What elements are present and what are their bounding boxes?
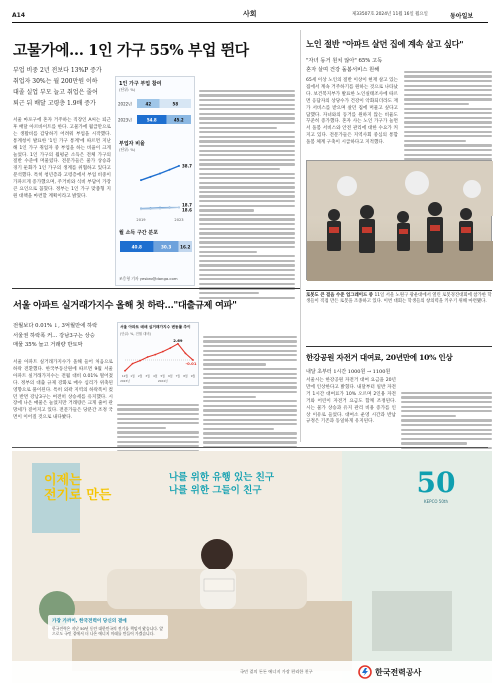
anniversary-caption: KEPCO 50th xyxy=(424,499,448,504)
text-line xyxy=(199,168,280,170)
text-line xyxy=(199,99,295,101)
chart-1-category-label: 2022년 xyxy=(118,101,133,107)
text-line xyxy=(117,431,199,433)
chart-4-x-tick: 2월 xyxy=(137,374,143,378)
text-line xyxy=(401,433,492,435)
text-line xyxy=(199,246,295,248)
text-line xyxy=(401,429,492,431)
text-line xyxy=(199,90,295,92)
chart-4-x-tick: 5월 xyxy=(160,374,166,378)
text-line xyxy=(404,80,492,82)
article-3-body: 서울 아파트 실거래가지수가 올해 들어 처음으로 하락 전환했다. 한국부동산원에 따르면 9월 서울 아파트 실거래가지수는 전월 대비 0.01% 떨어졌다. 정부의 대출 규제 강화로 매수 심리가 위축된 영향으로 풀이된다. 특히 외곽 지역의 하락폭이 컸던 반면 강남3구는 여전히 상승세를 유지했다. 시장에 나온 매물은 늘었지만 거래량은 크게 줄어 관망세가 짙어지고 있다. 전문가들은 당분간 조정 국면이 이어질 것으로 내다봤다. xyxy=(13,360,115,421)
text-line xyxy=(199,154,295,156)
chart-3-value-label: 16.2 xyxy=(180,244,191,250)
chart-4-point xyxy=(154,354,156,356)
ad-slogan xyxy=(44,473,111,503)
subhead: 내달 초부터 1시간 1000원 → 1100원 xyxy=(306,369,391,375)
text-line xyxy=(199,260,295,262)
text-line xyxy=(199,200,295,202)
text-line xyxy=(404,117,492,119)
chart-2-title: 부업자 비율 xyxy=(119,141,145,147)
text-line xyxy=(199,94,295,96)
text-line xyxy=(203,340,297,342)
subhead: 부업 비중 2년 전보다 13%P 증가 xyxy=(13,67,102,74)
issue-info: 제33507호 2024년 11월 16일 월요일 xyxy=(352,12,428,17)
text-line xyxy=(117,413,199,415)
text-line xyxy=(203,386,297,388)
text-line xyxy=(199,292,259,294)
article-3-body-right xyxy=(203,322,297,446)
chart-1-value-label: 54.8 xyxy=(146,117,157,123)
photo-caption-title: 로봇도 큰 걸음 수준 업그레이드 중 xyxy=(306,293,374,298)
text-line xyxy=(199,237,295,239)
text-line xyxy=(117,427,166,429)
article-3-headline: 서울 아파트 실거래가지수 올해 첫 하락…"대출규제 여파" xyxy=(13,300,237,311)
text-line xyxy=(203,409,297,411)
chart-4-svg xyxy=(119,336,199,386)
text-line xyxy=(199,131,295,133)
chart-4-x-group-label: 2024년 xyxy=(157,379,168,383)
subhead: 매물 35% 늘고 거래량 반토막 xyxy=(13,342,83,348)
ad-bottom-bar xyxy=(12,661,492,683)
text-line xyxy=(404,135,492,137)
text-line xyxy=(404,112,492,114)
text-line xyxy=(404,98,492,100)
text-line xyxy=(117,404,199,406)
subhead: 혼자 살며 건강 돌봄서비스 원해 xyxy=(306,67,380,73)
text-line xyxy=(203,363,266,365)
chart-4-point xyxy=(185,353,187,355)
ad-copy-body: 한국전력은 지난 50년 동안 대한민국의 전기를 책임져 왔습니다. 앞으로도 국민 곁에서 더 나은 에너지 미래를 만들어 가겠습니다. xyxy=(52,626,164,637)
article-2-subheads xyxy=(306,57,398,75)
text-line xyxy=(203,391,297,393)
text-line xyxy=(203,400,297,402)
text-line xyxy=(401,396,492,398)
text-line xyxy=(199,205,295,207)
text-line xyxy=(199,140,295,142)
text-line xyxy=(199,163,295,165)
chart-2-end-label: 18.7 xyxy=(182,202,192,208)
chart-4-point xyxy=(169,347,171,349)
text-line xyxy=(203,354,297,356)
text-line xyxy=(117,408,199,410)
text-line xyxy=(203,414,297,416)
text-line xyxy=(203,368,297,370)
text-line xyxy=(199,122,295,124)
chart-4-x-tick: 8월 xyxy=(183,374,188,378)
text-line xyxy=(404,75,492,77)
chart-1-unit: (단위: %) xyxy=(119,87,136,92)
kepco-brand: 한국전력공사 xyxy=(375,667,422,677)
ad-headline xyxy=(169,471,274,497)
text-line xyxy=(199,150,295,152)
article-4-body-right xyxy=(401,378,492,444)
chart-4-x-tick: 6월 xyxy=(168,374,173,378)
text-line xyxy=(401,401,492,403)
article-2-headline: 노인 절반 "아파트 살던 집에 계속 살고 싶다" xyxy=(306,39,464,49)
chart-4-title: 서울 아파트 매매 실거래가지수 변동률 추이 xyxy=(120,325,191,329)
text-line xyxy=(117,422,199,424)
text-line xyxy=(199,218,295,220)
article-4-subheads xyxy=(306,368,492,375)
text-line xyxy=(199,255,295,257)
text-line xyxy=(203,423,297,425)
ad-headline-line-2: 나를 위한 그들이 친구 xyxy=(169,485,262,496)
kepco-ad xyxy=(12,451,492,683)
text-line xyxy=(404,144,492,146)
infographic-box xyxy=(115,76,195,286)
page-number: A14 xyxy=(12,12,25,19)
text-line xyxy=(404,131,492,133)
text-line xyxy=(404,140,466,142)
article-3-subheads xyxy=(13,322,113,351)
chart-4-box xyxy=(117,322,199,386)
text-line xyxy=(199,113,295,115)
text-line xyxy=(203,373,297,375)
paper-logo: 동아일보 xyxy=(450,13,474,20)
text-line xyxy=(199,173,295,175)
robot-photo-illustration xyxy=(307,161,493,281)
chart-4-point xyxy=(147,356,149,358)
text-line xyxy=(199,223,295,225)
article-2-body: 65세 이상 노인의 절반 이상이 현재 살고 있는 집에서 계속 거주하기를 원하는 것으로 나타났다. 보건복지부가 발표한 노인실태조사에 따르면 응답자의 상당수가 건강이 악화되더라도 재가 서비스를 받으며 살던 집에 머물고 싶다고 답했다. 자녀와의 동거를 원하지 않는 비율도 꾸준히 증가했다. 혼자 사는 노인 가구가 늘면서 돌봄 서비스와 안전 관리에 대한 수요가 커지고 있다. 전문가들은 지역사회 중심의 통합 돌봄 체계 구축이 시급하다고 지적했다. xyxy=(306,78,400,146)
text-line xyxy=(401,406,492,408)
chart-4-x-tick: 3월 xyxy=(145,374,150,378)
subhead: 퇴근 뒤 배달 고령층 1.9배 증가 xyxy=(13,100,96,107)
chart-2-point xyxy=(140,208,142,210)
text-line xyxy=(404,85,492,87)
chart-2-point xyxy=(140,179,142,181)
text-line xyxy=(203,382,297,384)
ad-copy-title: 가장 가까이, 한국전력이 당신의 곁에 xyxy=(52,619,127,624)
chart-1-value-label: 58 xyxy=(172,101,179,107)
chart-1-value-label: 45.2 xyxy=(173,117,184,123)
text-line xyxy=(199,104,295,106)
chart-2-end-label: 38.7 xyxy=(182,163,192,169)
chart-3-value-label: 30.3 xyxy=(160,244,172,250)
text-line xyxy=(199,269,295,271)
chart-4-point xyxy=(162,351,164,353)
text-line xyxy=(203,441,297,443)
text-line xyxy=(199,159,295,161)
chart-2-point xyxy=(178,165,180,167)
text-line xyxy=(199,108,295,110)
chart-2-point xyxy=(169,207,171,209)
chart-2-point xyxy=(178,207,180,209)
text-line xyxy=(401,424,492,426)
body-text-lines xyxy=(199,90,295,299)
chart-3-value-label: 40.8 xyxy=(131,244,142,250)
anniversary-emblem xyxy=(404,467,468,519)
text-line xyxy=(404,103,469,105)
text-line xyxy=(199,186,295,188)
ad-slogan-line-2: 전기로 만든 xyxy=(44,488,112,503)
text-line xyxy=(199,145,295,147)
subhead: 서울권 하락폭 커… 강남3구는 상승 xyxy=(13,332,95,339)
text-line xyxy=(199,264,295,266)
chart-4-value-label: -0.01 xyxy=(185,361,197,367)
article-1-headline: 고물가에… 1인 가구 55% 부업 뛴다 xyxy=(13,41,249,59)
chart-1-svg xyxy=(117,93,195,137)
chart-2-point xyxy=(159,173,161,175)
chart-2-unit: (단위: %) xyxy=(119,147,136,152)
text-line xyxy=(117,418,199,420)
chart-4-point xyxy=(139,360,141,362)
article-4-headline: 한강공원 자전거 대여료, 20년만에 10% 인상 xyxy=(306,353,453,362)
text-line xyxy=(401,442,467,444)
kepco-logo xyxy=(358,665,421,679)
text-line xyxy=(199,191,295,193)
text-line xyxy=(203,396,256,398)
text-line xyxy=(401,392,492,394)
chart-1-category-label: 2023년 xyxy=(118,117,133,123)
article-3-body-mid xyxy=(117,390,199,446)
text-line xyxy=(199,283,295,285)
text-line xyxy=(199,209,254,211)
text-line xyxy=(404,108,492,110)
anniversary-number: 50 xyxy=(416,466,456,499)
chart-4-x-tick: 7월 xyxy=(175,374,181,378)
article-1-subheads xyxy=(13,65,111,109)
text-line xyxy=(199,251,257,253)
subhead: "자녀 동거 원치 않아" 65% 고독 xyxy=(306,58,383,64)
photo-caption xyxy=(306,293,492,305)
chart-4-value-label: 2.69 xyxy=(173,337,183,343)
chart-4-x-tick: 4월 xyxy=(152,374,158,378)
chart-2-point xyxy=(159,208,161,210)
ad-copy-box xyxy=(48,615,168,639)
section-name: 사회 xyxy=(243,10,257,18)
text-line xyxy=(404,71,492,73)
text-line xyxy=(203,437,297,439)
subhead: 대졸 실업 부모 늘고 취업은 줄어 xyxy=(13,89,98,96)
ad-headline-line-1: 나를 위한 유행 있는 친구 xyxy=(169,472,274,483)
chart-4-x-tick: 9월 xyxy=(190,374,196,378)
kepco-logo-icon xyxy=(358,665,372,679)
ad-bottom-slogan: 국민 곁의 든든 에너지 가장 편리한 친구 xyxy=(240,669,313,674)
article-1-body: 서울 마포구에 혼자 거주하는 직장인 A씨는 퇴근 후 배달 아르바이트를 한다. 고물가에 월급만으로는 생활비를 감당하기 어려워 부업을 시작했다. 통계청이 발표한 '1인 가구 통계'에 따르면 지난해 1인 가구 취업자 중 부업을 하는 비율이 크게 늘었다. 1인 가구의 월평균 소득은 전체 가구의 절반 수준에 머물렀다. 전문가들은 물가 상승과 경기 둔화가 1인 가구의 생계를 위협하고 있다고 분석했다. 특히 청년층과 고령층에서 부업 비중이 가파르게 증가했으며, 주거비와 식비 부담이 가장 큰 요인으로 꼽혔다. 정부는 1인 가구 맞춤형 지원 대책을 마련할 계획이라고 밝혔다. xyxy=(13,118,113,199)
text-line xyxy=(404,89,492,91)
text-line xyxy=(203,432,297,434)
text-line xyxy=(203,377,297,379)
subhead: 전월보다 0.01% ↓, 3억월만에 하락 xyxy=(13,323,98,329)
chart-4-point xyxy=(124,370,126,372)
text-line xyxy=(203,336,297,338)
chart-4-unit: (단위: %, 전월 대비) xyxy=(120,332,151,336)
chart-3-svg xyxy=(117,237,195,277)
chart-4-series-line xyxy=(125,344,193,371)
ad-slogan-line-1: 이제는 xyxy=(44,473,82,488)
text-line xyxy=(199,278,295,280)
text-line xyxy=(199,136,295,138)
text-line xyxy=(404,126,492,128)
chart-2-x-tick: 2019 xyxy=(136,218,146,222)
chart-4-point xyxy=(177,343,179,345)
chart-4-x-tick: 12월 xyxy=(121,374,129,378)
text-line xyxy=(401,410,492,412)
photo-caption-text: 11일 서울 노원구 광운대에서 열린 로봇경진대회에 참가한 학생들이 직접 만든 로봇을 조종하고 있다. 이번 대회는 학생들의 창의력을 키우기 위해 마련됐다. xyxy=(306,293,492,304)
text-line xyxy=(199,228,295,230)
text-line xyxy=(203,359,297,361)
text-line xyxy=(404,121,492,123)
text-line xyxy=(199,195,295,197)
text-line xyxy=(199,214,295,216)
chart-1-title: 1인 가구 부업 참여 xyxy=(119,81,162,87)
chart-2-point xyxy=(169,169,171,171)
text-line xyxy=(401,438,492,440)
chart-3-title: 월 소득 구간 분포 xyxy=(119,230,159,236)
robot-photo xyxy=(306,160,492,280)
text-line xyxy=(203,405,297,407)
chart-2-point xyxy=(150,176,152,178)
text-line xyxy=(203,419,297,421)
subhead: 취업자 30%는 월 200만원 이하 xyxy=(13,78,98,85)
text-line xyxy=(203,345,297,347)
chart-2-x-tick: 2023 xyxy=(174,218,184,222)
text-line xyxy=(117,436,199,438)
text-line xyxy=(401,415,456,417)
article-1-byline: 조응형 기자 yesbro@donga.com xyxy=(119,276,178,281)
text-line xyxy=(199,127,277,129)
text-line xyxy=(199,274,295,276)
text-line xyxy=(199,241,295,243)
text-line xyxy=(199,182,295,184)
text-line xyxy=(404,149,492,151)
text-line xyxy=(199,232,295,234)
text-line xyxy=(404,94,492,96)
chart-2-end-label: 18.6 xyxy=(182,207,192,213)
chart-4-x-tick: 1월 xyxy=(130,374,135,378)
chart-4-point xyxy=(132,363,134,365)
text-line xyxy=(199,117,295,119)
text-line xyxy=(199,177,295,179)
article-4-body: 서울시는 한강공원 자전거 대여 요금을 20년 만에 인상한다고 밝혔다. 내달부터 일반 자전거 1시간 대여료가 10% 오르며 2인용 자전거와 어린이 자전거 요금도 함께 조정된다. 시는 물가 상승과 유지 관리 비용 증가를 인상 이유로 들었다. 대여소 운영 시간과 반납 규정은 기존과 동일하게 유지된다. xyxy=(306,378,398,425)
article-1-body-right xyxy=(199,76,295,284)
chart-4-x-group-label: 2023년 xyxy=(120,379,130,383)
chart-1-value-label: 42 xyxy=(145,101,152,107)
text-line xyxy=(117,441,199,443)
chart-2-point xyxy=(150,208,152,210)
text-line xyxy=(404,154,492,156)
text-line xyxy=(203,350,297,352)
chart-2-svg xyxy=(117,153,195,223)
text-line xyxy=(401,419,492,421)
text-line xyxy=(203,428,274,430)
